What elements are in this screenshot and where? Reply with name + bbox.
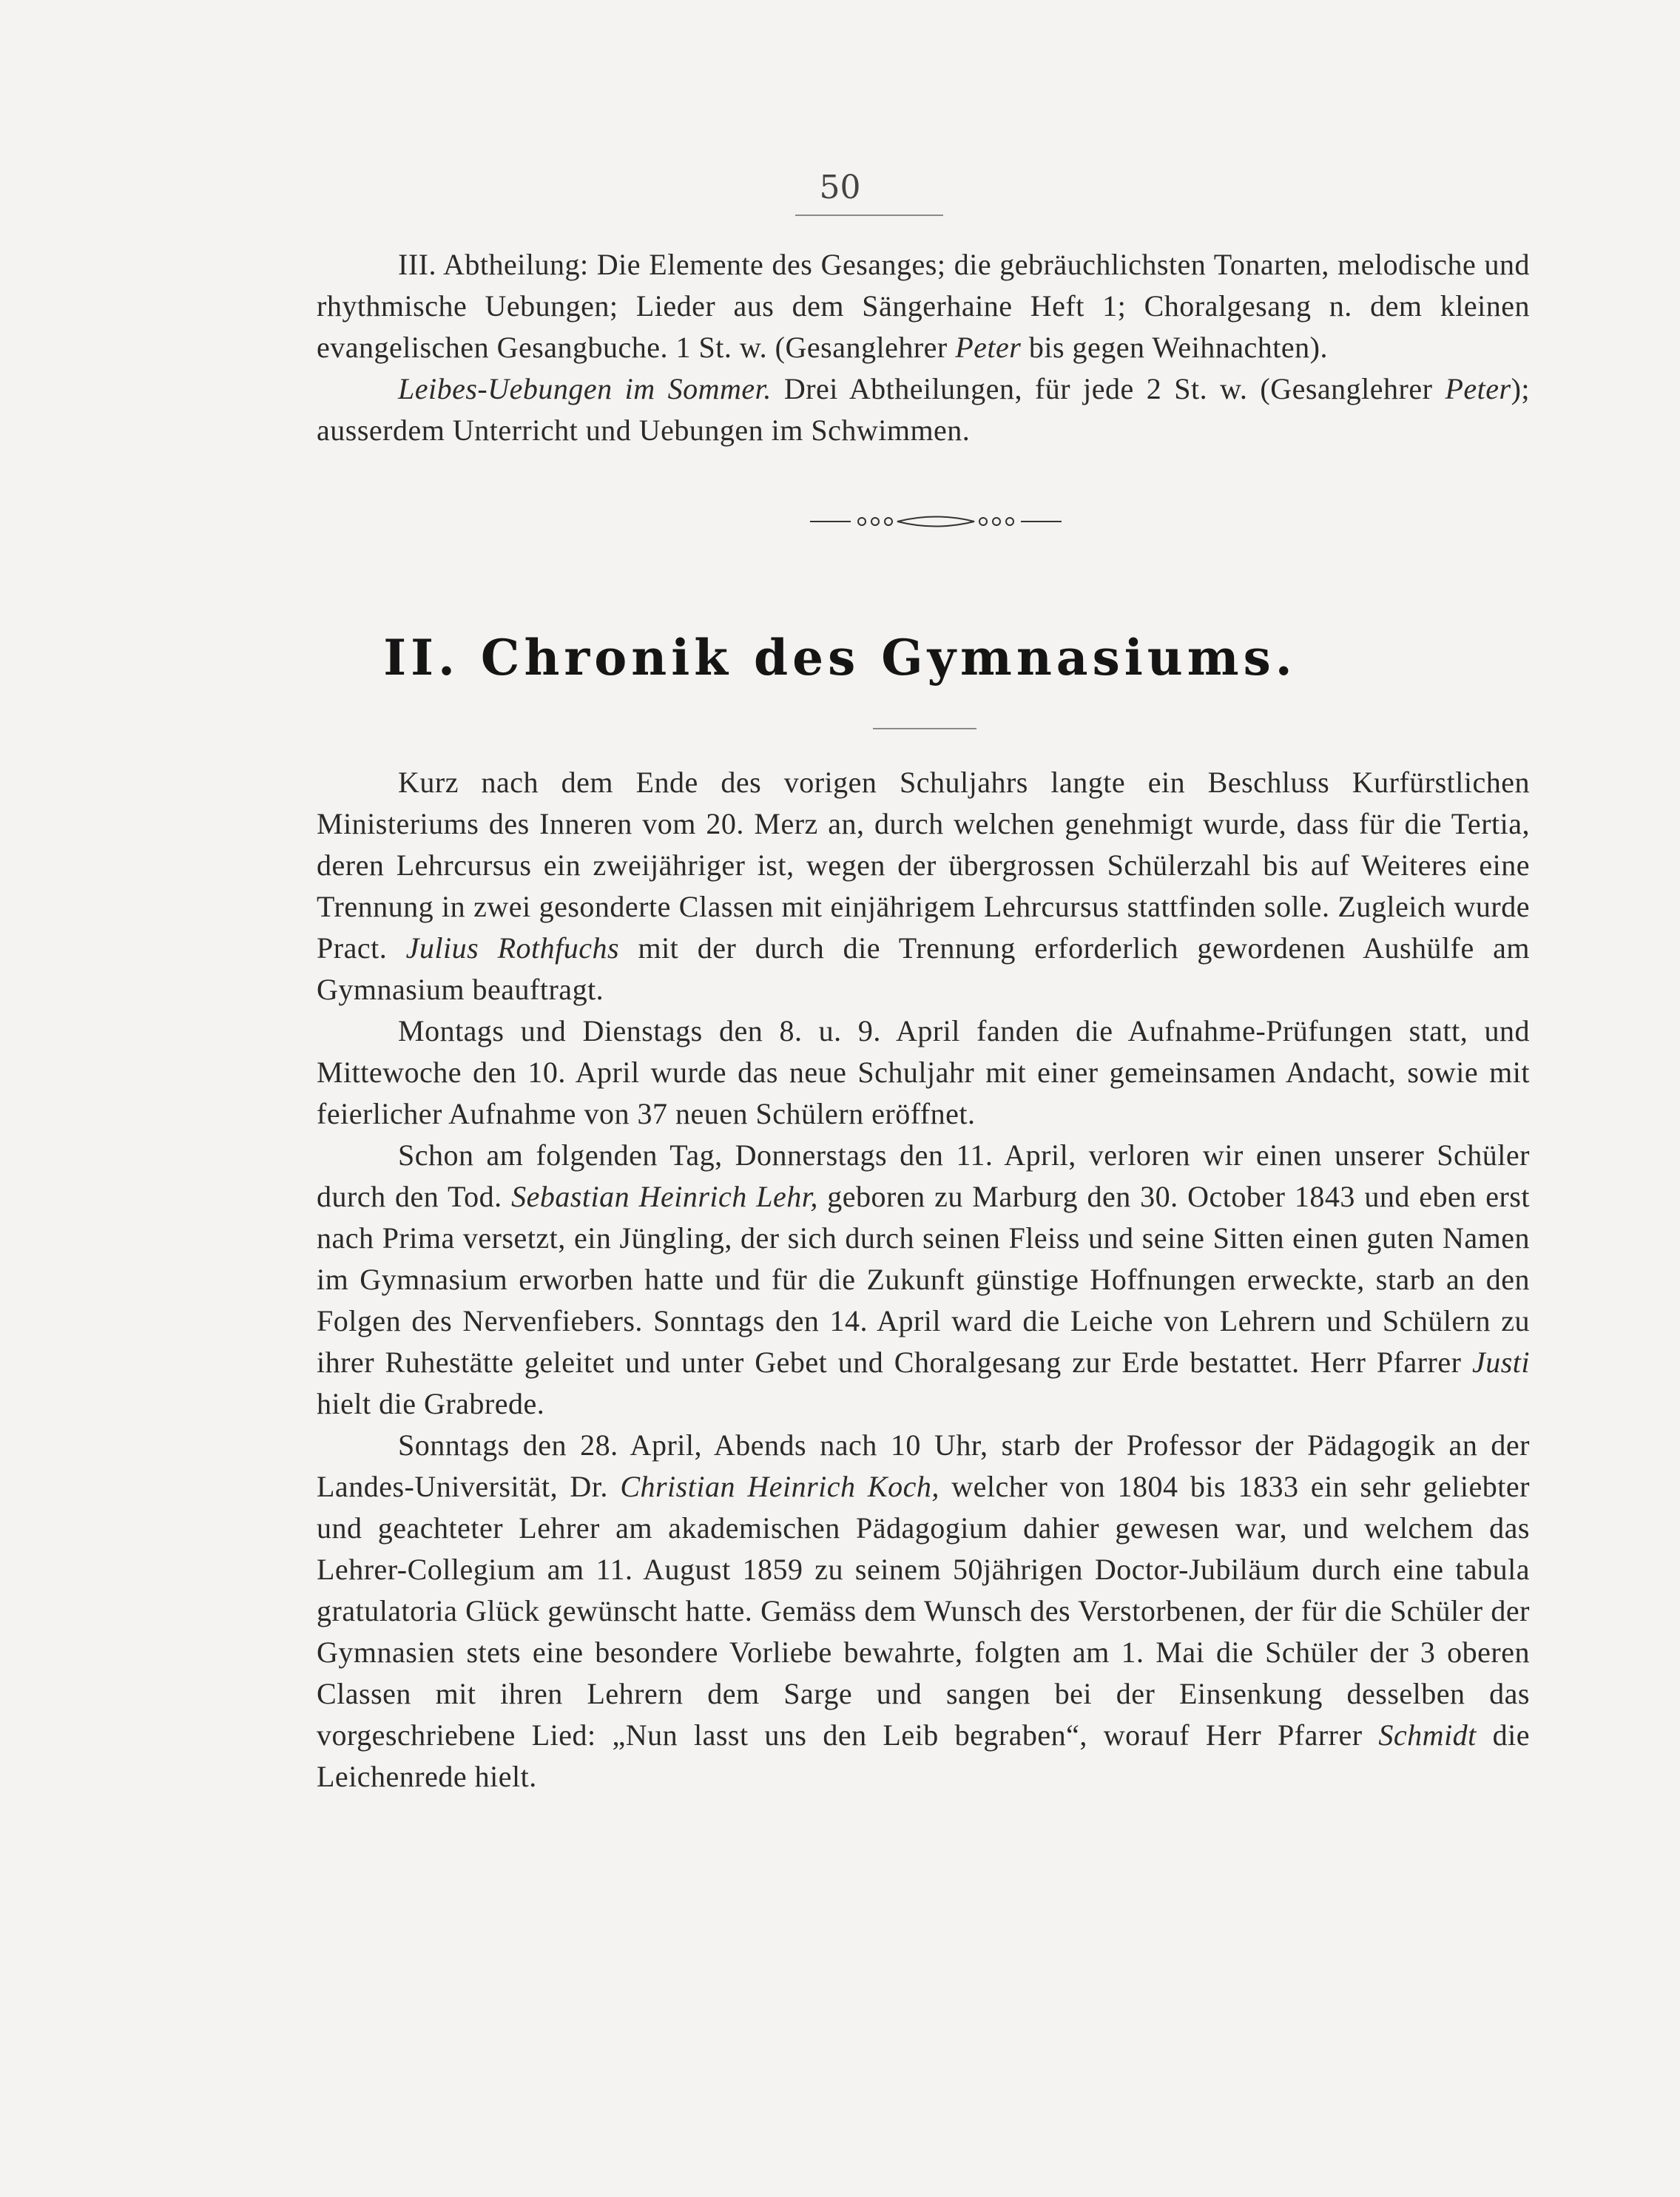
paragraph	[317, 368, 1530, 451]
text-run: ); ausserdem Unterricht und Uebungen im Schwimmen.	[317, 372, 1530, 447]
text-run: Schon am folgenden Tag, Donnerstags den 11. April, verloren wir einen unserer Schüler durch den Tod.	[317, 1138, 1530, 1213]
italic-name: Sebastian Heinrich Lehr,	[511, 1180, 818, 1213]
header-rule	[795, 215, 943, 216]
text-run: die Leichenrede hielt.	[317, 1718, 1530, 1793]
text-run: mit der durch die Trennung erforderlich gewordenen Aushülfe am Gymnasium beauftragt.	[317, 931, 1531, 1006]
italic-name: Schmidt	[1378, 1718, 1477, 1752]
text-run: Drei Abtheilungen, für jede 2 St. w. (Gesanglehrer	[771, 372, 1445, 405]
continuation-text	[317, 244, 1530, 451]
section-heading: II. Chronik des Gymnasiums.	[383, 629, 1297, 686]
paragraph	[317, 1135, 1530, 1425]
chronicle-text	[317, 762, 1530, 1798]
paragraph	[317, 244, 1530, 368]
text-run: bis gegen Weihnachten).	[1021, 331, 1328, 364]
paragraph	[317, 762, 1530, 1010]
paragraph	[317, 1425, 1530, 1798]
italic-name: Justi	[1471, 1346, 1530, 1379]
ornament-divider	[810, 510, 1062, 533]
heading-rule	[873, 728, 976, 729]
text-run: hielt die Grabrede.	[317, 1387, 545, 1420]
text-run: Sonntags den 28. April, Abends nach 10 Uhr, starb der Professor der Pädagogik an der Landes-Universität, Dr.	[317, 1428, 1530, 1503]
paragraph	[317, 1010, 1530, 1135]
text-run: Montags und Dienstags den 8. u. 9. April fanden die Aufnahme-Prüfungen statt, und Mittewoche den 10. April wurde das neue Schuljahr mit einer gemeinsamen Andacht, sowie mit feierlicher Aufnahme von 37 neuen Schülern eröffnet.	[317, 1014, 1530, 1130]
text-run: welcher von 1804 bis 1833 ein sehr geliebter und geachteter Lehrer am akademischen Pädagogium dahier gewesen war, und welchem das Lehrer-Collegium am 11. August 1859 zu seinem 50jährigen Doctor-Jubiläum durch eine tabula gratulatoria Glück gewünscht hatte. Gemäss dem Wunsch des Verstorbenen, der für die Schüler der Gymnasien stets eine besondere Vorliebe bewahrte, folgten am 1. Mai die Schüler der 3 oberen Classen mit ihren Lehrern dem Sarge und sangen bei der Einsenkung desselben das vorgeschriebene Lied: „Nun lasst uns den Leib begraben“, worauf Herr Pfarrer	[317, 1470, 1530, 1752]
text-run: III. Abtheilung: Die Elemente des Gesanges; die gebräuchlichsten Tonarten, melodische und rhythmische Uebungen; Lieder aus dem Sängerhaine Heft 1; Choralgesang n. dem kleinen evangelischen Gesangbuche. 1 St. w. (Gesanglehrer	[317, 248, 1530, 364]
text-run: Kurz nach dem Ende des vorigen Schuljahrs langte ein Beschluss Kurfürstlichen Ministeriums des Inneren vom 20. Merz an, durch welchen genehmigt wurde, dass für die Tertia, deren Lehrcursus ein zweijähriger ist, wegen der übergrossen Schülerzahl bis auf Weiteres eine Trennung in zwei gesonderte Classen mit einjährigem Lehrcursus stattfinden solle. Zugleich wurde Pract.	[317, 766, 1530, 965]
italic-name: Christian Heinrich Koch,	[620, 1470, 939, 1503]
italic-name: Peter	[1445, 372, 1511, 405]
italic-name: Julius Rothfuchs	[405, 931, 620, 965]
text-run: geboren zu Marburg den 30. October 1843 und eben erst nach Prima versetzt, ein Jüngling, der sich durch seinen Fleiss und seine Sitten einen guten Namen im Gymnasium erworben hatte und für die Zukunft günstige Hoffnungen erweckte, starb an den Folgen des Nervenfiebers. Sonntags den 14. April ward die Leiche von Lehrern und Schülern zu ihrer Ruhestätte geleitet und unter Gebet und Choralgesang zur Erde bestattet. Herr Pfarrer	[317, 1180, 1530, 1379]
italic-name: Leibes-Uebungen im Sommer.	[398, 372, 772, 405]
page-number: 50	[819, 169, 861, 206]
italic-name: Peter	[955, 331, 1022, 364]
